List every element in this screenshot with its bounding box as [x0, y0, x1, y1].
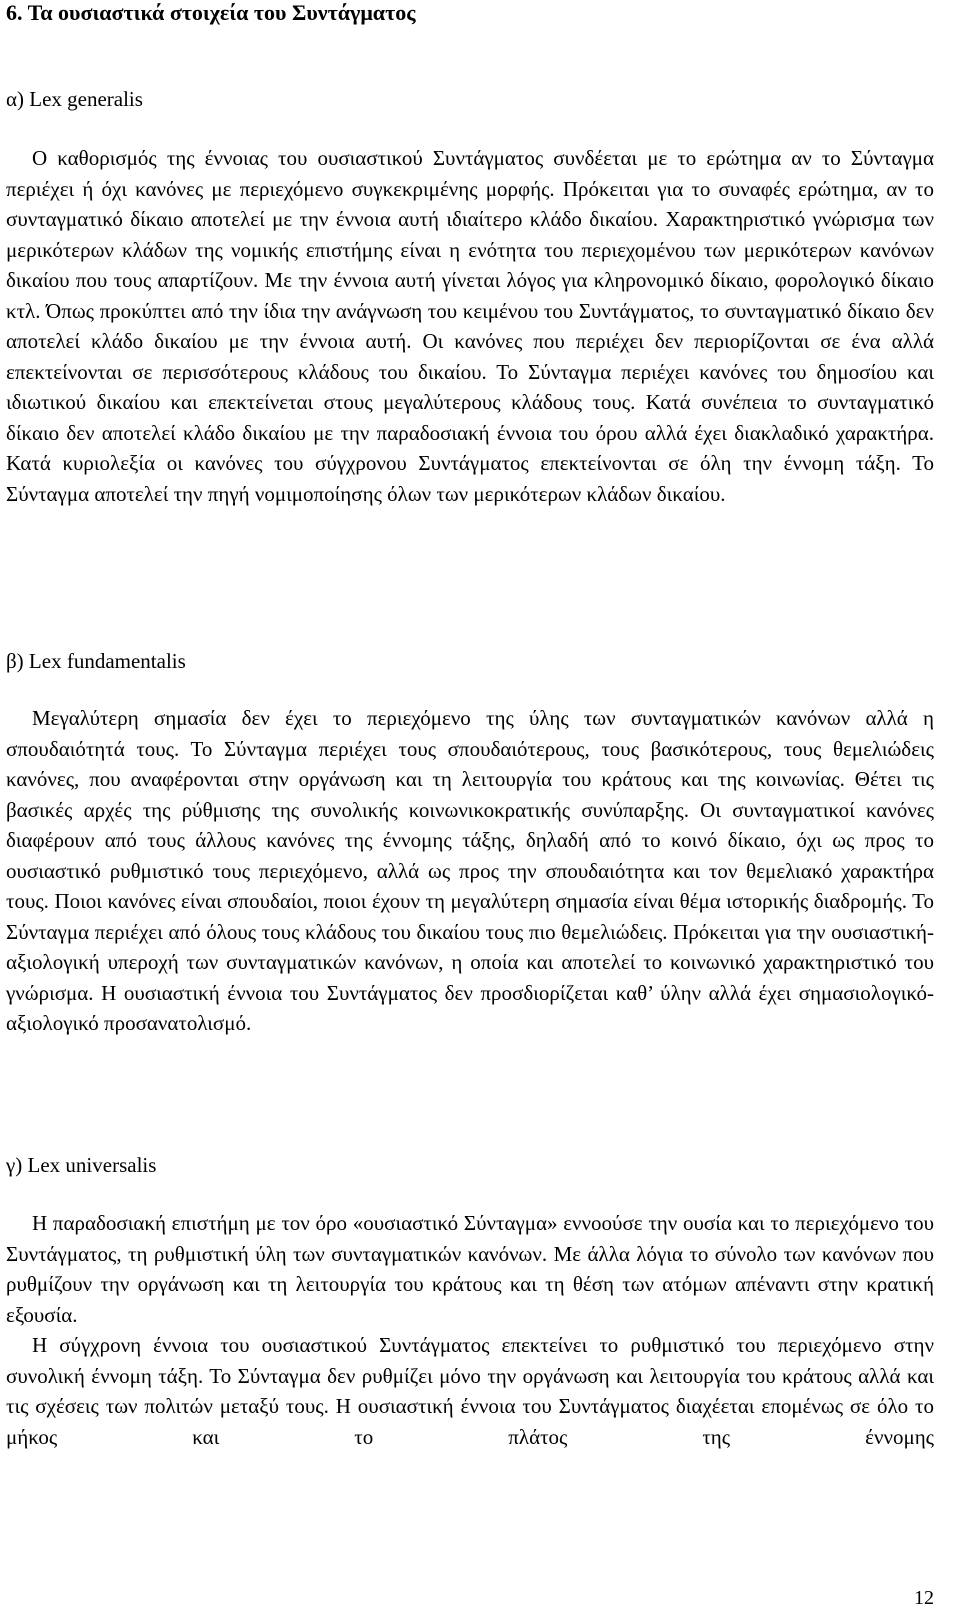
paragraph-lex-generalis: Ο καθορισμός της έννοιας του ουσιαστικού Συντάγματος συνδέεται με το ερώτημα αν το Σύνταγμα περιέχει ή όχι κανόνες με περιεχόμενο συγκεκριμένης μορφής. Πρόκειται για το συναφές ερώτημα, αν το συνταγματικό δίκαιο αποτελεί με την έννοια αυτή ιδιαίτερο κλάδο δικαίου. Χαρακτηριστικό γνώρισμα των μερικότερων κλάδων της νομικής επιστήμης είναι η ενότητα του περιεχομένου των μερικότερων κανόνων δικαίου που τους απαρτίζουν. Με την έννοια αυτή γίνεται λόγος για κληρονομικό δίκαιο, φορολογικό δίκαιο κτλ. Όπως προκύπτει από την ίδια την ανάγνωση του κειμένου του Συντάγματος, το συνταγματικό δίκαιο δεν αποτελεί κλάδο δικαίου με την έννοια αυτή. Οι κανόνες που περιέχει δεν περιορίζονται σε ένα αλλά επεκτείνονται σε περισσότερους κλάδους του δικαίου. Το Σύνταγμα περιέχει κανόνες του δημοσίου και ιδιωτικού δικαίου και επεκτείνεται στους μεγαλύτερους κλάδους τους. Κατά συνέπεια το συνταγματικό δίκαιο δεν αποτελεί κλάδο δικαίου με την παραδοσιακή έννοια του όρου αλλά έχει διακλαδικό χαρακτήρα. Κατά κυριολεξία οι κανόνες του σύγχρονου Συντάγματος επεκτείνονται σε όλη την έννομη τάξη. Το Σύνταγμα αποτελεί την πηγή νομιμοποίησης όλων των μερικότερων κλάδων δικαίου. [6, 146, 934, 506]
section-heading-lex-fundamentalis: β) Lex fundamentalis [6, 649, 186, 673]
section-heading-lex-generalis: α) Lex generalis [6, 87, 143, 111]
section-heading-lex-universalis: γ) Lex universalis [6, 1153, 157, 1177]
page-number: 12 [914, 1587, 934, 1609]
chapter-title: 6. Τα ουσιαστικά στοιχεία του Συντάγματος [6, 0, 416, 25]
paragraph-lex-universalis-1: Η παραδοσιακή επιστήμη με τον όρο «ουσιαστικό Σύνταγμα» εννοούσε την ουσία και το περιεχόμενο του Συντάγματος, τη ρυθμιστική ύλη των συνταγματικών κανόνων. Με άλλα λόγια το σύνολο των κανόνων που ρυθμίζουν την οργάνωση και τη λειτουργία του κράτους και τη θέση των ατόμων απέναντι στην κρατική εξουσία. [6, 1211, 934, 1327]
paragraph-lex-universalis-2: Η σύγχρονη έννοια του ουσιαστικού Συντάγματος επεκτείνει το ρυθμιστικό του περιεχόμενο στην συνολική έννομη τάξη. Το Σύνταγμα δεν ρυθμίζει μόνο την οργάνωση και λειτουργία του κράτους αλλά και τις σχέσεις των πολιτών μεταξύ τους. Η ουσιαστική έννοια του Συντάγματος διαχέεται επομένως σε όλο το μήκος και το πλάτος της έννομης [6, 1333, 934, 1449]
paragraph-lex-fundamentalis: Μεγαλύτερη σημασία δεν έχει το περιεχόμενο της ύλης των συνταγματικών κανόνων αλλά η σπουδαιότητά τους. Το Σύνταγμα περιέχει τους σπουδαιότερους, τους βασικότερους, τους θεμελιώδεις κανόνες, που αναφέρονται στην οργάνωση και τη λειτουργία του κράτους και της κοινωνίας. Θέτει τις βασικές αρχές της ρύθμισης της συνολικής κοινωνικοκρατικής συνύπαρξης. Οι συνταγματικοί κανόνες διαφέρουν από τους άλλους κανόνες της έννομης τάξης, δηλαδή από το κοινό δίκαιο, όχι ως προς το ουσιαστικό ρυθμιστικό τους περιεχόμενο, αλλά ως προς την σπουδαιότητα και τον θεμελιακό χαρακτήρα τους. Ποιοι κανόνες είναι σπουδαίοι, ποιοι έχουν τη μεγαλύτερη σημασία είναι θέμα ιστορικής διαδρομής. Το Σύνταγμα περιέχει από όλους τους κλάδους του δικαίου τους πιο θεμελιώδεις. Πρόκειται για την ουσιαστική-αξιολογική υπεροχή των συνταγματικών κανόνων, η οποία και αποτελεί το κοινωνικό χαρακτηριστικό του γνώρισμα. Η ουσιαστική έννοια του Συντάγματος δεν προσδιορίζεται καθ’ ύλην αλλά έχει σημασιολογικό-αξιολογικό προσανατολισμό. [6, 706, 934, 1035]
